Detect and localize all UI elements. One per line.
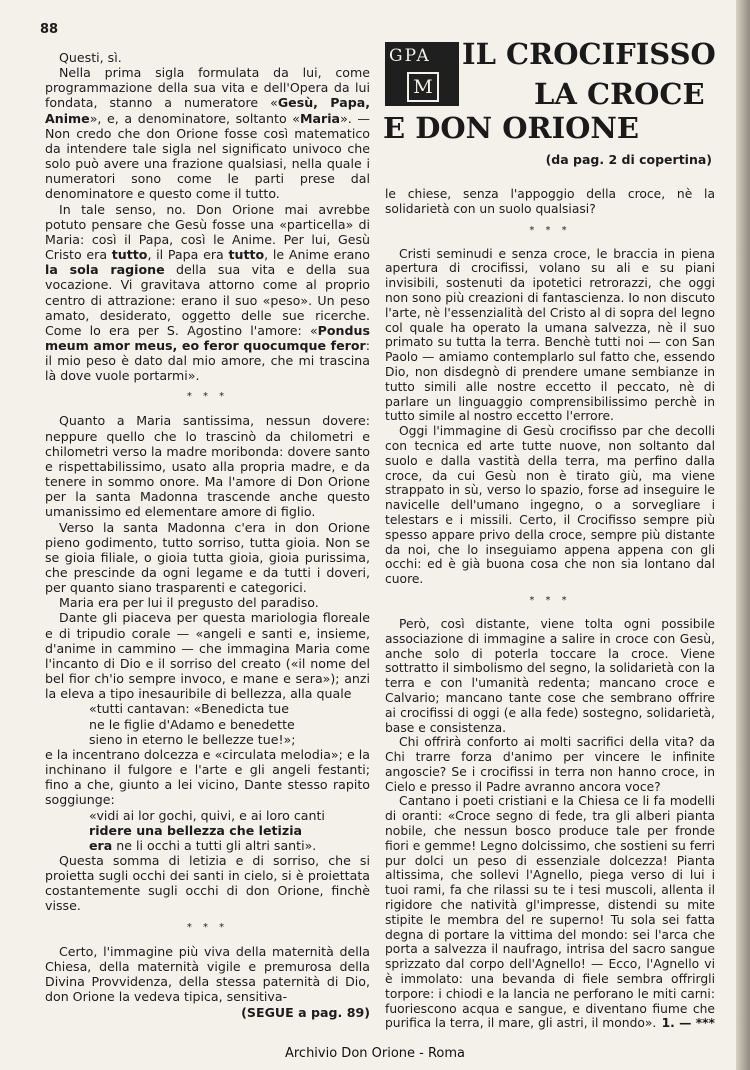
emblem-top-letters: GPA (389, 46, 431, 66)
article-end-mark: 1. — *** (661, 1016, 715, 1031)
section-separator: * * * (529, 594, 571, 606)
paragraph: Oggi l'immagine di Gesù crocifisso par che decolli con tecnica ed arte tutte nuove, non soltanto dal suolo e dalla vastità della terra, ma perfino dalla croce, da cui Gesù non è tirato giù, ma viene strappato in sù, verso lo spazio, forse ad inseguire le navicelle dell'umano ingegno, o a sorvegliare i telestars e i missili. Certo, il Crocifisso sempre più spesso appare privo della croce, sempre più distante da noi, che lo inseguiamo appena appena con gli occhi: ed è già buona cosa che non sia lontano dal cuore. (385, 424, 715, 587)
archive-footer: Archivio Don Orione - Roma (284, 1046, 466, 1061)
verse-line: sieno in eterno le bellezze tue!»; (89, 731, 296, 747)
paragraph: Questa somma di letizia e di sorriso, che si proietta sugli occhi dei santi in cielo, si è proiettata costantemente sugli occhi di don Orione, finchè visse. (45, 852, 370, 914)
text-column-left (45, 50, 370, 1020)
continued-note: (SEGUE a pag. 89) (241, 1005, 370, 1021)
article-title-line-3: E DON ORIONE (383, 111, 640, 145)
paragraph: le chiese, senza l'appoggio della croce, nè la solidarietà con un suolo qualsiasi? (385, 187, 715, 216)
verse-line: «tutti cantavan: «Benedicta tue (89, 701, 290, 717)
verse-quote (45, 701, 370, 746)
paragraph: Certo, l'immagine più viva della maternità della Chiesa, della maternità vigile e premurosa della Divina Provvidenza, della stessa paternità di Dio, don Orione la vedeva tipica, sensitiva- (45, 943, 370, 1005)
article-title-line-1: IL CROCIFISSO (462, 37, 716, 71)
paragraph: In tale senso, no. Don Orione mai avrebbe potuto pensare che Gesù fosse una «particella» di Maria: così il Papa, così le Anime. Per lui, Gesù Cristo era tutto, il Papa era tutto, le Anime erano la sola ragione della sua vita e della sua vocazione. Vi gravitava attorno come al proprio centro di attrazione: erano il suo «peso». Un peso amato, desiderato, oggetto delle sue ricerche. Come lo era per S. Agostino l'amore: «Pondus meum amor meus, eo feror quocumque feror: il mio peso è dato dal mio amore, che mi trascina là dove vuole portarmi». (45, 201, 370, 384)
section-separator: * * * (186, 391, 229, 403)
paragraph: Nella prima sigla formulata da lui, come programmazione della sua vita e dell'Opera da lui fondata, stanno a numeratore «Gesù, Papa, Anime», e, a denominatore, soltanto «Maria». — Non credo che don Orione fosse così matematico da intendere tale sigla nel significato univoco che solo può avere una frazione qualsiasi, nella quale i numeratori sono come le parti prese dal denominatore e questo come il tutto. (45, 65, 370, 202)
text-column-right (385, 187, 715, 1031)
paragraph: Maria era per lui il pregusto del paradiso. (59, 595, 319, 611)
paragraph: Cantano i poeti cristiani e la Chiesa ce li fa modelli di oranti: «Croce segno di fede, tra gli alberi pianta nobile, che nessun bosco produce tale per fronde fiori e gemme! Legno dolcissimo, che sostieni su ferri pur dolci un peso di essenziale dolcezza! Pianta altissima, che sollevi l'Agnello, piega verso di lui i tuoi rami, fa che rilassi su te i tesi muscoli, allenta il rigidore che natività gl'impresse, distendi su mite stipite le membra del re superno! Tu sola sei fatta degna di portare la vittima del mondo: sei l'arca che porta a salvezza il naufrago, intrisa del sacro sangue sprizzato dal corpo dell'Agnello! — Ecco, l'Agnello vi è immolato: una bevanda di fiele sembra offrirgli torpore: i chiodi e la lancia ne perforano le miti carni: fuoriescono acqua e sangue, e diventano fiume che purifica la terra, il mare, gli astri, il mondo». (385, 794, 715, 1031)
verse-line: ridere una bellezza che letizia (89, 822, 303, 838)
paragraph: Però, così distante, viene tolta ogni possibile associazione di immagine a salire in croce con Gesù, anche solo di poterla toccare la croce. Viene sottratto il simbolismo del segno, la solidarietà con la terra e con l'umanità redenta; mancano croce e Calvario; mancano tante cose che sembrano offrire ai crocifissi di oggi (e alla fede) sostegno, solidarietà, base e consistenza. (385, 616, 715, 735)
verse-quote (45, 808, 370, 853)
paragraph: Quanto a Maria santissima, nessun dovere: neppure quello che lo trascinò da chilometri e chilometri verso la madre moribonda: dovere santo e rispettabilissimo, usato alla propria madre, e da tenere in sommo onore. Ma l'amore di Don Orione per la santa Madonna trascende anche questo umanissimo ed elementare amore di figlio. (45, 413, 370, 520)
page-number: 88 (40, 22, 59, 37)
paragraph: e la incentrano dolcezza e «circulata melodia»; e la inchinano il fulgore e l'arte e gli angeli festanti; fino a che, giunto a lei vicino, Dante stesso rapito soggiunge: (45, 746, 370, 808)
paragraph: Dante gli piaceva per questa mariologia floreale e di tripudio corale — «angeli e santi e, insieme, d'anime in cammino — che immagina Maria come l'incanto di Dio e il sorriso del creato («il nome del bel fior ch'io sempre invoco, e mane e sera»); anzi la eleva a tipo inesauribile di bellezza, alla quale (45, 610, 370, 702)
emblem-monogram: M (407, 72, 439, 102)
section-separator: * * * (529, 224, 571, 236)
paragraph: Chi offrirà conforto ai molti sacrifici della vita? da Chi trarre forza d'animo per vincere le infinite angoscie? Se i crocifissi in terra non hanno croce, in Cielo e presso il Padre avranno ancora voce? (385, 735, 715, 794)
verse-line: «vidi ai lor gochi, quivi, e ai loro canti (89, 807, 325, 823)
paragraph: Cristi seminudi e senza croce, le braccia in piena apertura di crocifissi, volano su ali e su piani invisibili, sostenuti da ipotetici retrorazzi, che oggi non sono più creazioni di fantascienza. Io non discuto l'arte, nè l'essenzialità del Cristo al di sopra del legno col quale ha operato la umana salvezza, nè il suo primato su tutta la terra. Benchè tutti noi — con San Paolo — amiamo contemplarlo sul fatto che, essendo Dio, non disdegnò di prendere umane sembianze in tutto simili alle nostre eccetto il peccato, nè di parlare un linguaggio comprensibilissimo perchè in tutto simile al nostro eccetto l'errore. (385, 246, 715, 424)
article-title-line-2: LA CROCE (534, 77, 705, 111)
article-subtitle: (da pag. 2 di copertina) (545, 152, 712, 167)
verse-line: era ne li occhi a tutti gli altri santi». (89, 837, 317, 853)
verse-line: ne le figlie d'Adamo e benedette (89, 716, 295, 732)
paragraph: Questi, sì. (59, 50, 122, 65)
article-emblem (385, 42, 459, 106)
binding-edge (736, 0, 750, 1070)
section-separator: * * * (186, 921, 229, 933)
paragraph: Verso la santa Madonna c'era in don Orione pieno godimento, tutto sorriso, tutta gioia. Non se se gioia filiale, o gioia tutta gioia, gioia purissima, che prescinde da ogni legame e da tutti i doveri, per quanto siano trasparenti e categorici. (45, 519, 370, 596)
